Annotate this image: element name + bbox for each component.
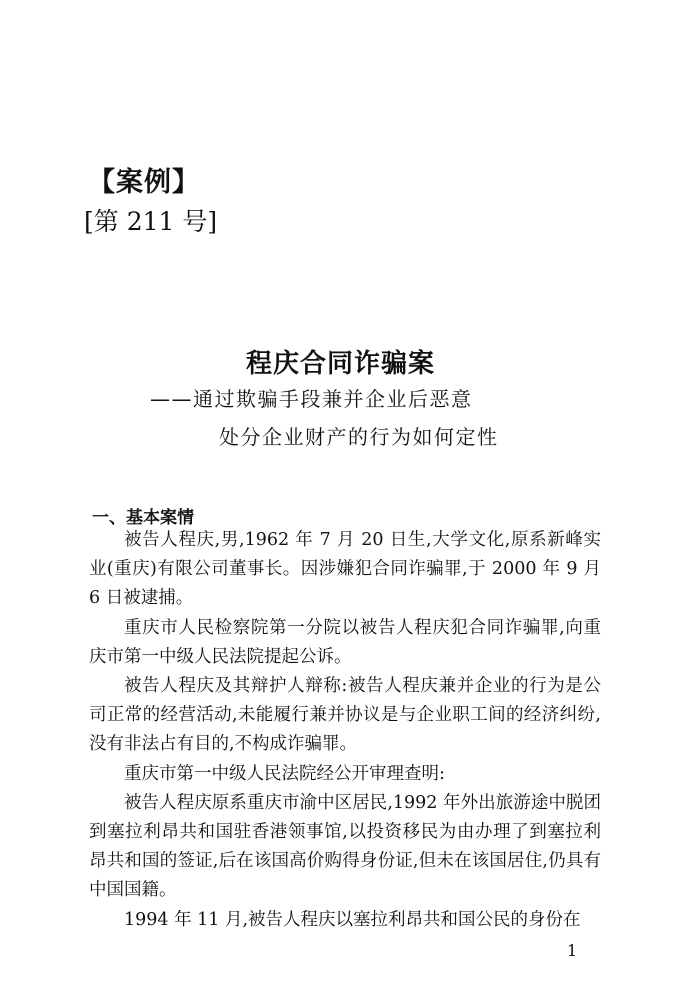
section-heading: 一、基本案情 xyxy=(92,508,194,528)
page-number: 1 xyxy=(567,941,578,960)
case-subtitle-line-2: 处分企业财产的行为如何定性 xyxy=(219,425,499,449)
case-number: [第 211 号] xyxy=(84,207,218,236)
paragraph: 被告人程庆,男,1962 年 7 月 20 日生,大学文化,原系新峰实业(重庆)有限公司董事长。因涉嫌犯合同诈骗罪,于 2000 年 9 月 6 日被逮捕。 xyxy=(89,530,601,609)
paragraph: 被告人程庆原系重庆市渝中区居民,1992 年外出旅游途中脱团到塞拉利昂共和国驻香港领事馆,以投资移民为由办理了到塞拉利昂共和国的签证,后在该国高价购得身份证,但未在该国居住,仍具有中国国籍。 xyxy=(89,792,601,901)
paragraph: 被告人程庆及其辩护人辩称:被告人程庆兼并企业的行为是公司正常的经营活动,未能履行兼并协议是与企业职工间的经济纠纷,没有非法占有目的,不构成诈骗罪。 xyxy=(89,676,601,755)
body-text xyxy=(89,526,601,935)
case-subtitle-line-1: ——通过欺骗手段兼并企业后恶意 xyxy=(150,387,473,411)
paragraph: 重庆市人民检察院第一分院以被告人程庆犯合同诈骗罪,向重庆市第一中级人民法院提起公诉。 xyxy=(89,617,601,667)
paragraph: 重庆市第一中级人民法院经公开审理查明: xyxy=(124,763,445,784)
case-title: 程庆合同诈骗案 xyxy=(245,349,435,379)
section-label: 【案例】 xyxy=(88,167,200,198)
paragraph: 1994 年 11 月,被告人程庆以塞拉利昂共和国公民的身份在 xyxy=(124,909,581,930)
